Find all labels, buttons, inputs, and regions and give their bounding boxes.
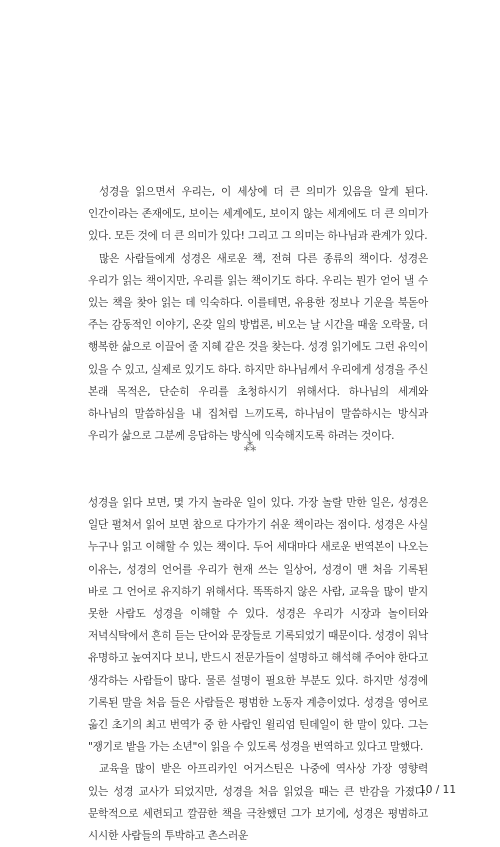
section-divider-ornament: ⁂ — [243, 440, 257, 455]
paragraph: 많은 사람들에게 성경은 새로운 책, 전혀 다른 종류의 책이다. 성경은 우리가 읽는 책이지만, 우리를 읽는 책이기도 하다. 우리는 뭔가 얻어 낼 수 있는 책을 찾아 읽는 데 익숙하다. 이를테면, 유용한 정보나 기운을 북돋아 주는 감동적인 이야기, 온갖 일의 방법론, 비오는 날 시간을 때울 오락물, 더 행복한 삶으로 이끌어 줄 지혜 같은 것을 찾는다. 성경 읽기에도 그런 유익이 있을 수 있고, 실제로 있기도 하다. 하지만 하나님께서 우리에게 성경을 주신 본래 목적은, 단순히 우리를 초청하시기 위해서다. 하나님의 세계와 하나님의 말씀하심을 내 집처럼 느끼도록, 하나님이 말씀하시는 방식과 우리가 삶으로 그분께 응답하는 방식에 익숙해지도록 하려는 것이다. — [88, 252, 428, 443]
paragraph: 교육을 많이 받은 아프리카인 어거스틴은 나중에 역사상 가장 영향력 있는 성경 교사가 되었지만, 성경을 처음 읽었을 때는 큰 반감을 가졌다. 문학적으로 세련되고 깔끔한 책을 극찬했던 그가 보기에, 성경은 평범하고 시시한 사람들의 투박하고 촌스러운 — [88, 763, 428, 843]
paragraph: 성경을 읽으면서 우리는, 이 세상에 더 큰 의미가 있음을 알게 된다. 인간이라는 존재에도, 보이는 세계에도, 보이지 않는 세계에도 더 큰 의미가 있다. 모든 것에 더 큰 의미가 있다! 그리고 그 의미는 하나님과 관계가 있다. — [88, 186, 428, 243]
page-number: 10 / 11 — [419, 784, 456, 796]
paragraph: 성경을 읽다 보면, 몇 가지 놀라운 일이 있다. 가장 놀랄 만한 일은, 성경은 일단 펼쳐서 읽어 보면 참으로 다가가기 쉬운 책이라는 점이다. 성경은 사실 누구나 읽고 이해할 수 있는 책이다. 두어 세대마다 새로운 번역본이 나오는 이유는, 성경의 언어를 우리가 현재 쓰는 일상어, 성경이 맨 처음 기록된 바로 그 언어로 유지하기 위해서다. 똑똑하지 않은 사람, 교육을 많이 받지 못한 사람도 성경을 이해할 수 있다. 성경은 우리가 시장과 놀이터와 저녁식탁에서 흔히 듣는 단어와 문장들로 기록되었기 때문이다. 성경이 워낙 유명하고 높여지다 보니, 반드시 전문가들이 설명하고 해석해 주어야 한다고 생각하는 사람들이 많다. 물론 설명이 필요한 부분도 있다. 하지만 성경에 기록된 말을 처음 들은 사람들은 평범한 노동자 계층이었다. 성경을 영어로 옮긴 초기의 최고 번역가 중 한 사람인 윌리엄 틴데일이 한 말이 있다. 그는 "쟁기로 밭을 가는 소년"이 읽을 수 있도록 성경을 번역하고 있다고 말했다. — [88, 497, 428, 754]
text-section-1 — [88, 181, 428, 447]
text-section-2 — [88, 492, 428, 847]
